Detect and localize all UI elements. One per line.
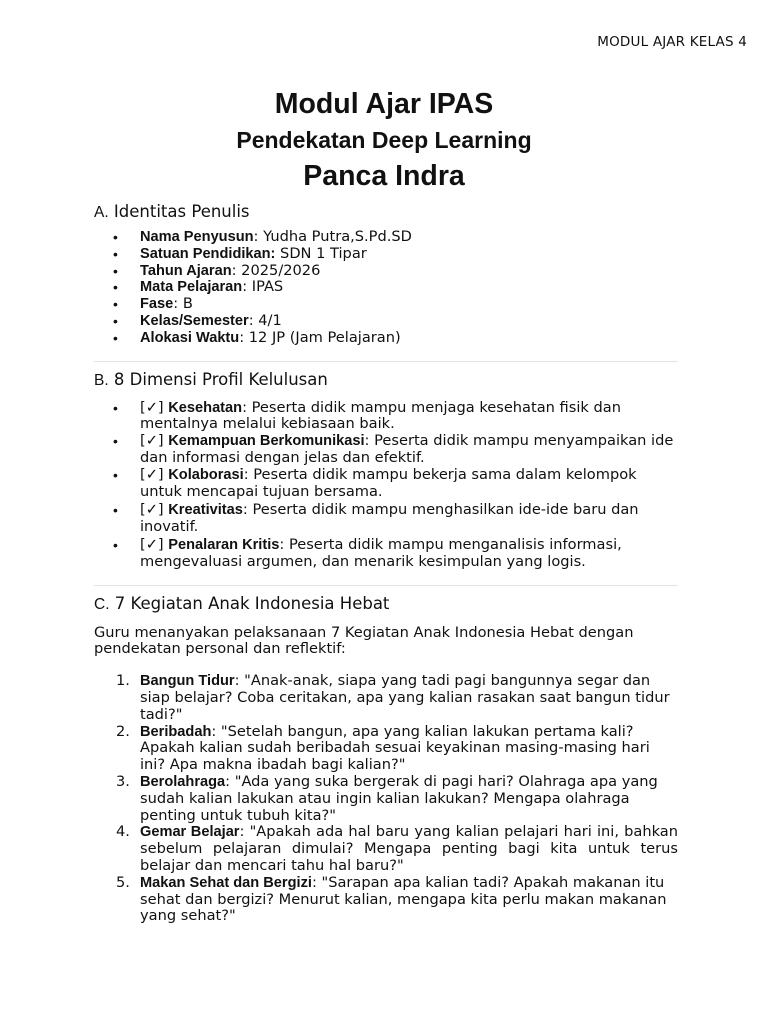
section-divider — [94, 361, 678, 362]
section-b-heading — [94, 368, 678, 393]
list-item: • [✓] Kolaborasi: Peserta didik mampu bekerja sama dalam kelompok untuk mencapai tujuan bersama. — [94, 467, 678, 501]
section-c-heading — [94, 592, 678, 617]
list-item: • Satuan Pendidikan: SDN 1 Tipar — [94, 246, 678, 263]
section-c-title: 7 Kegiatan Anak Indonesia Hebat — [114, 593, 390, 613]
list-item: • Tahun Ajaran: 2025/2026 — [94, 263, 678, 280]
list-item: 3. Berolahraga: "Ada yang suka bergerak di pagi hari? Olahraga apa yang sudah kalian lakukan atau ingin kalian lakukan? Mengapa olahraga penting untuk tubuh kita?" — [116, 772, 658, 824]
list-item: 4. Gemar Belajar: "Apakah ada hal baru yang kalian pelajari hari ini, bahkan sebelum pelajaran dimulai? Mengapa penting bagi kita untuk terus belajar dan mencari tahu hal baru?" — [116, 823, 679, 874]
activity-list — [94, 673, 678, 925]
section-a-title: Identitas Penulis — [113, 202, 250, 221]
document-topic: Panca Indra — [303, 160, 465, 192]
check-mark: [✓] — [140, 535, 164, 553]
identity-list — [94, 229, 678, 347]
list-item: • [✓] Kemampuan Berkomunikasi: Peserta didik mampu menyampaikan ide dan informasi dengan jelas dan efektif. — [94, 433, 678, 467]
list-item: • Nama Penyusun: Yudha Putra,S.Pd.SD — [94, 229, 678, 246]
document-title: Modul Ajar IPAS — [274, 88, 494, 120]
list-item: • [✓] Penalaran Kritis: Peserta didik mampu menganalisis informasi, mengevaluasi argumen, dan menarik kesimpulan yang logis. — [94, 537, 678, 571]
list-item: • Alokasi Waktu: 12 JP (Jam Pelajaran) — [94, 330, 678, 347]
profile-dimension-list — [94, 400, 678, 571]
section-a-heading — [94, 200, 678, 225]
check-mark: [✓] — [140, 501, 164, 519]
section-b-letter: B. — [94, 371, 109, 389]
list-item: • Fase: B — [94, 296, 678, 313]
check-mark: [✓] — [140, 465, 164, 483]
section-c-intro: Guru menanyakan pelaksanaan 7 Kegiatan Anak Indonesia Hebat dengan pendekatan personal dan reflektif: — [94, 623, 634, 658]
list-item: 1. Bangun Tidur: "Anak-anak, siapa yang tadi pagi bangunnya segar dan siap belajar? Coba ceritakan, apa yang kalian rasakan saat bangun tidur tadi?" — [116, 672, 670, 723]
check-mark: [✓] — [140, 432, 164, 450]
section-c-letter: C. — [94, 595, 110, 613]
document-header: MODUL AJAR KELAS 4 — [597, 34, 747, 50]
list-item: • Kelas/Semester: 4/1 — [94, 313, 678, 330]
list-item: 2. Beribadah: "Setelah bangun, apa yang kalian lakukan pertama kali? Apakah kalian sudah beribadah sesuai keyakinan masing-masing hari ini? Apa makna ibadah bagi kalian?" — [116, 722, 650, 774]
section-a-letter: A. — [94, 204, 109, 221]
check-mark: [✓] — [140, 398, 164, 416]
list-item: • [✓] Kesehatan: Peserta didik mampu menjaga kesehatan fisik dan mentalnya melalui kebiasaan baik. — [94, 400, 678, 434]
list-item: • [✓] Kreativitas: Peserta didik mampu menghasilkan ide-ide baru dan inovatif. — [94, 502, 678, 536]
section-b-title: 8 Dimensi Profil Kelulusan — [113, 369, 328, 389]
section-divider — [94, 585, 678, 586]
list-item: 5. Makan Sehat dan Bergizi: "Sarapan apa kalian tadi? Apakah makanan itu sehat dan bergizi? Menurut kalian, mengapa kita perlu makan makanan yang sehat?" — [116, 873, 667, 925]
list-item: • Mata Pelajaran: IPAS — [94, 279, 678, 296]
title-block — [0, 86, 768, 195]
document-body — [94, 200, 678, 925]
document-subtitle: Pendekatan Deep Learning — [236, 127, 532, 153]
